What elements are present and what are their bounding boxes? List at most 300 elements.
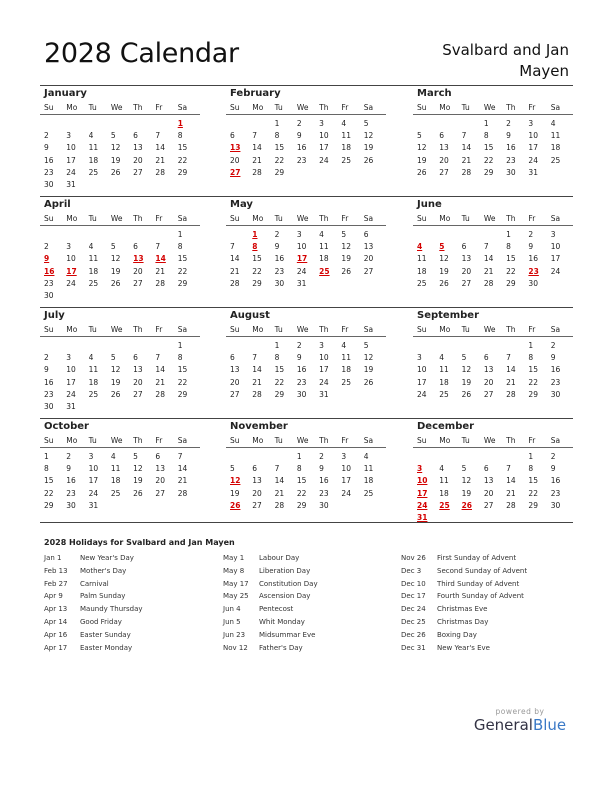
day: 6 (133, 353, 138, 363)
day: 4 (550, 119, 556, 128)
day: 26 (363, 377, 374, 387)
month-name: November (230, 421, 288, 432)
weekday-header (413, 434, 573, 448)
day: 28 (506, 500, 516, 510)
day: 7 (274, 464, 280, 474)
holiday-item (44, 552, 214, 565)
day: 24 (550, 266, 561, 276)
weekday-label: Fr (528, 325, 536, 334)
day: 13 (155, 464, 165, 474)
weekday-label: Sa (550, 103, 561, 112)
day: 24 (341, 488, 351, 498)
day: 27 (461, 278, 472, 288)
empty-cell (252, 451, 274, 463)
day: 25 (550, 155, 561, 165)
weekday-label: We (296, 214, 309, 223)
day: 1 (528, 341, 534, 350)
day: 17 (319, 365, 329, 375)
holiday-date: Apr 14 (44, 617, 68, 626)
day: 5 (417, 131, 422, 141)
day: 11 (439, 365, 449, 375)
day: 19 (110, 155, 121, 165)
weekday-label: Tu (274, 103, 283, 112)
day: 3 (66, 131, 72, 141)
day: 24 (296, 266, 307, 276)
weekday-label: We (483, 325, 496, 334)
day: 18 (88, 377, 99, 387)
empty-cell (89, 118, 111, 130)
day: 17 (528, 143, 538, 153)
day: 7 (177, 452, 183, 461)
day: 23 (550, 488, 561, 498)
holiday-name: Mother's Day (80, 566, 127, 575)
month-row (40, 85, 573, 196)
day-grid (40, 451, 200, 512)
weekday-label: Fr (528, 214, 536, 223)
empty-cell (66, 229, 88, 241)
day-grid (40, 340, 200, 413)
day: 5 (133, 452, 138, 461)
footer-brand[interactable] (470, 707, 570, 734)
holiday-date: Dec 31 (401, 643, 426, 652)
holiday-name: Christmas Eve (437, 605, 488, 614)
day: 5 (341, 230, 347, 239)
day: 9 (274, 242, 280, 252)
day: 1 (528, 452, 534, 461)
day: 4 (88, 353, 94, 363)
weekday-label: We (483, 436, 496, 445)
day: 20 (252, 488, 262, 498)
weekday-label: Th (506, 436, 516, 445)
weekday-label: Mo (439, 214, 451, 223)
weekday-header (226, 212, 386, 226)
day: 6 (363, 230, 369, 239)
day: 23 (319, 488, 329, 498)
weekday-label: Su (417, 214, 427, 223)
weekday-label: We (110, 214, 123, 223)
day: 7 (483, 242, 489, 252)
day: 26 (110, 278, 121, 288)
day: 30 (44, 179, 54, 189)
day-grid (226, 451, 386, 512)
day: 2 (296, 119, 302, 128)
day: 3 (319, 341, 324, 350)
holiday-date: Jun 5 (223, 617, 241, 626)
day: 3 (66, 353, 72, 363)
month-december (413, 419, 573, 524)
day: 22 (528, 377, 538, 387)
day: 30 (319, 500, 329, 510)
day: 5 (110, 131, 116, 141)
day: 11 (417, 254, 427, 264)
day: 15 (483, 143, 494, 153)
day: 30 (274, 278, 285, 288)
day: 17 (550, 254, 561, 264)
holiday-item (401, 616, 571, 629)
empty-cell (133, 340, 155, 352)
weekday-label: Mo (66, 325, 78, 334)
day: 12 (363, 131, 374, 141)
holiday-day: 13 (230, 143, 241, 153)
weekday-label: Su (44, 103, 54, 112)
day: 4 (341, 119, 347, 128)
month-july (40, 308, 200, 413)
day: 16 (66, 476, 76, 486)
day: 10 (88, 464, 99, 474)
day: 27 (483, 389, 494, 399)
holiday-item (223, 552, 393, 565)
weekday-label: Th (506, 214, 516, 223)
day: 25 (417, 278, 427, 288)
day: 19 (363, 143, 374, 153)
day: 11 (88, 143, 99, 153)
day: 22 (506, 266, 516, 276)
month-name: July (44, 310, 65, 321)
brand-logo (470, 716, 570, 734)
day: 2 (319, 452, 324, 461)
day: 15 (177, 254, 188, 264)
day: 1 (274, 119, 280, 128)
day: 16 (44, 155, 54, 165)
day: 15 (506, 254, 516, 264)
empty-cell (252, 340, 274, 352)
day: 22 (177, 377, 188, 387)
day: 20 (483, 377, 494, 387)
day: 7 (252, 131, 258, 141)
day: 18 (88, 155, 99, 165)
day: 30 (528, 278, 538, 288)
day: 29 (296, 500, 307, 510)
day: 29 (528, 500, 538, 510)
day: 8 (506, 242, 511, 252)
day: 6 (155, 452, 161, 461)
day: 3 (296, 230, 302, 239)
day: 21 (461, 155, 472, 165)
month-row (40, 307, 573, 418)
day: 25 (88, 167, 99, 177)
weekday-label: Su (417, 436, 427, 445)
day: 12 (461, 365, 472, 375)
empty-cell (133, 118, 155, 130)
day-grid (413, 229, 573, 290)
weekday-label: Mo (252, 214, 264, 223)
day: 27 (252, 500, 262, 510)
day: 18 (550, 143, 561, 153)
day: 12 (133, 464, 143, 474)
holiday-name: Third Sunday of Advent (437, 579, 520, 588)
holiday-day: 23 (528, 266, 539, 276)
day: 10 (296, 242, 307, 252)
day: 30 (296, 389, 307, 399)
day-grid (413, 340, 573, 401)
empty-cell (89, 229, 111, 241)
day: 22 (44, 488, 54, 498)
holiday-date: Jun 23 (223, 630, 246, 639)
day: 7 (252, 353, 258, 363)
empty-cell (155, 229, 177, 241)
day: 2 (44, 242, 49, 252)
day: 19 (417, 155, 427, 165)
holiday-name: Liberation Day (259, 566, 311, 575)
day: 8 (528, 464, 534, 474)
day: 6 (230, 353, 235, 363)
weekday-label: Th (506, 325, 516, 334)
day: 24 (319, 155, 329, 165)
day: 14 (155, 365, 165, 375)
empty-cell (484, 451, 506, 463)
day: 25 (363, 488, 374, 498)
day: 4 (319, 230, 324, 239)
empty-cell (275, 451, 297, 463)
day: 10 (66, 143, 76, 153)
weekday-label: Fr (528, 436, 536, 445)
day: 22 (274, 377, 285, 387)
day: 6 (483, 353, 489, 363)
day-grid (40, 229, 200, 302)
day: 9 (296, 353, 302, 363)
empty-cell (439, 118, 461, 130)
day: 18 (341, 365, 351, 375)
holiday-name: Carnival (80, 579, 109, 588)
day: 13 (252, 476, 262, 486)
month-august (226, 308, 386, 401)
day: 26 (133, 488, 143, 498)
weekday-label: Tu (461, 436, 470, 445)
day: 18 (439, 377, 449, 387)
weekday-label: We (296, 103, 309, 112)
holiday-day: 3 (417, 464, 423, 474)
day: 29 (274, 167, 285, 177)
day: 22 (528, 488, 538, 498)
day: 14 (252, 365, 262, 375)
holiday-item (401, 565, 571, 578)
day: 5 (363, 341, 369, 350)
weekday-header (413, 101, 573, 115)
weekday-header (226, 434, 386, 448)
month-name: August (230, 310, 270, 321)
day: 9 (550, 464, 556, 474)
holiday-item (223, 616, 393, 629)
day: 5 (110, 353, 116, 363)
day: 26 (363, 155, 374, 165)
day: 25 (110, 488, 121, 498)
day: 7 (461, 131, 467, 141)
day: 11 (88, 254, 99, 264)
weekday-label: Tu (461, 214, 470, 223)
weekday-label: Su (417, 103, 427, 112)
day: 24 (528, 155, 538, 165)
day: 24 (88, 488, 99, 498)
day: 21 (506, 377, 516, 387)
day: 9 (44, 143, 49, 153)
day: 27 (133, 389, 143, 399)
day: 11 (88, 365, 99, 375)
region-name: Svalbard and Jan Mayen (442, 41, 569, 80)
empty-cell (484, 229, 506, 241)
holiday-date: May 17 (223, 579, 249, 588)
day-grid (226, 118, 386, 179)
day: 12 (110, 143, 121, 153)
day: 9 (506, 131, 511, 141)
day: 28 (155, 278, 165, 288)
day: 24 (417, 389, 427, 399)
day: 17 (341, 476, 351, 486)
day: 15 (274, 143, 285, 153)
day: 11 (550, 131, 561, 141)
weekday-label: Fr (155, 325, 163, 334)
empty-cell (484, 340, 506, 352)
day: 27 (133, 278, 143, 288)
weekday-label: We (483, 103, 496, 112)
day: 29 (44, 500, 54, 510)
holiday-day: 17 (296, 254, 308, 264)
weekday-label: Su (44, 214, 54, 223)
day: 28 (177, 488, 188, 498)
holiday-date: Nov 12 (223, 643, 248, 652)
weekday-label: Tu (88, 103, 97, 112)
day: 26 (110, 389, 121, 399)
weekday-label: Fr (155, 214, 163, 223)
day: 14 (506, 365, 516, 375)
month-name: September (417, 310, 479, 321)
brand-general: General (473, 716, 533, 734)
day: 2 (550, 452, 556, 461)
months-grid (40, 85, 573, 529)
day: 4 (88, 242, 94, 252)
day: 12 (439, 254, 449, 264)
day: 23 (506, 155, 516, 165)
day: 20 (461, 266, 472, 276)
day: 7 (506, 353, 511, 363)
holiday-date: May 8 (223, 566, 245, 575)
holiday-item (401, 603, 571, 616)
weekday-label: Th (319, 103, 329, 112)
brand-blue: Blue (532, 716, 567, 734)
day: 5 (363, 119, 369, 128)
day: 21 (155, 155, 165, 165)
day: 21 (506, 488, 516, 498)
day: 15 (177, 143, 188, 153)
month-name: December (417, 421, 475, 432)
day: 23 (550, 377, 561, 387)
holiday-date: Apr 17 (44, 643, 68, 652)
day: 24 (66, 389, 76, 399)
weekday-label: Th (319, 214, 329, 223)
day: 15 (252, 254, 262, 264)
powered-by-text: powered by (495, 707, 545, 716)
day: 6 (483, 464, 489, 474)
day: 3 (66, 242, 72, 252)
day: 28 (483, 278, 494, 288)
day: 11 (110, 464, 121, 474)
weekday-label: Mo (439, 325, 451, 334)
weekday-label: Th (133, 325, 143, 334)
day: 20 (363, 254, 374, 264)
day: 17 (319, 143, 329, 153)
day: 18 (417, 266, 427, 276)
day: 6 (133, 242, 138, 252)
holiday-column (223, 552, 393, 654)
day: 4 (341, 341, 347, 350)
weekday-label: Mo (66, 214, 78, 223)
weekday-label: Sa (177, 103, 188, 112)
day: 29 (177, 278, 188, 288)
weekday-label: Sa (363, 325, 374, 334)
day: 31 (66, 179, 76, 189)
empty-cell (417, 229, 439, 241)
day: 12 (461, 476, 472, 486)
month-name: January (44, 88, 87, 99)
holiday-name: Second Sunday of Advent (437, 566, 528, 575)
month-may (226, 197, 386, 290)
day: 15 (44, 476, 54, 486)
day: 24 (66, 278, 76, 288)
day: 4 (110, 452, 116, 461)
weekday-label: Su (230, 103, 240, 112)
day: 11 (341, 353, 351, 363)
weekday-label: Mo (439, 103, 451, 112)
day: 26 (110, 167, 121, 177)
month-november (226, 419, 386, 512)
holiday-date: Jun 4 (223, 605, 241, 614)
day: 28 (252, 167, 262, 177)
day: 23 (274, 266, 285, 276)
day: 1 (483, 119, 489, 128)
holiday-day: 26 (461, 500, 472, 510)
empty-cell (252, 118, 274, 130)
weekday-label: Su (230, 436, 240, 445)
holiday-item (44, 565, 214, 578)
day: 31 (296, 278, 307, 288)
weekday-label: Sa (550, 214, 561, 223)
holiday-date: Dec 26 (401, 630, 426, 639)
day: 14 (230, 254, 240, 264)
weekday-label: Sa (363, 436, 374, 445)
weekday-label: Sa (363, 103, 374, 112)
day: 26 (341, 266, 351, 276)
weekday-label: Tu (274, 436, 283, 445)
weekday-label: Sa (177, 214, 188, 223)
empty-cell (230, 451, 252, 463)
day: 6 (230, 131, 235, 141)
empty-cell (111, 340, 133, 352)
day: 7 (155, 242, 161, 252)
weekday-label: Th (319, 325, 329, 334)
holiday-day: 26 (230, 500, 241, 510)
holiday-day: 5 (439, 242, 445, 252)
weekday-header (40, 101, 200, 115)
day: 12 (110, 365, 121, 375)
day: 25 (88, 389, 99, 399)
day: 17 (88, 476, 99, 486)
month-january (40, 86, 200, 191)
day: 30 (550, 500, 561, 510)
day: 15 (528, 365, 538, 375)
day: 13 (483, 365, 494, 375)
holiday-day: 13 (133, 254, 144, 264)
weekday-label: Tu (461, 103, 470, 112)
day: 5 (461, 464, 467, 474)
month-september (413, 308, 573, 401)
month-name: April (44, 199, 71, 210)
holiday-item (223, 590, 393, 603)
day: 1 (506, 230, 511, 239)
weekday-header (40, 434, 200, 448)
weekday-label: Th (133, 436, 143, 445)
holiday-date: Dec 10 (401, 579, 426, 588)
day: 8 (296, 464, 302, 474)
holiday-item (44, 603, 214, 616)
